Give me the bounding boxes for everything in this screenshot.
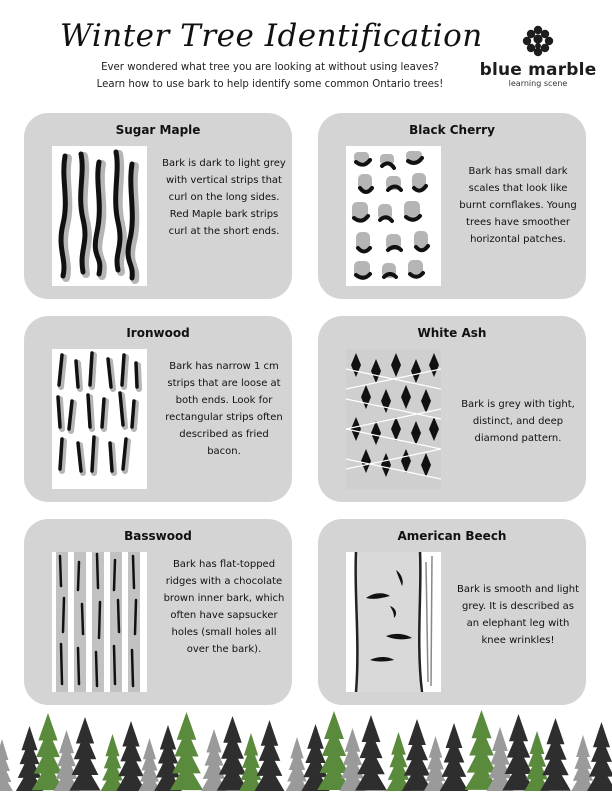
subtitle-line-2: Learn how to use bark to help identify some common Ontario trees!	[96, 79, 444, 90]
pine-tree	[424, 736, 447, 791]
card-description: Bark is smooth and light grey. It is described as an elephant leg with knee wrinkles!	[456, 584, 580, 646]
ironwood-bark-icon	[52, 349, 147, 489]
card-title: American Beech	[397, 529, 507, 543]
card-basswood	[24, 519, 292, 705]
card-description: Bark has small dark scales that look like burnt cornflakes. Young trees have smoother horizontal patches.	[459, 166, 577, 245]
page-title: Winter Tree Identification	[60, 18, 483, 54]
pine-tree	[355, 715, 387, 790]
pine-tree	[138, 738, 160, 791]
tree-cluster-icon	[521, 24, 555, 58]
pine-tree	[170, 712, 203, 790]
pine-tree	[69, 717, 100, 791]
american-beech-bark-icon	[346, 552, 441, 692]
forest-footer-illustration	[0, 700, 612, 791]
card-title: Basswood	[124, 529, 192, 543]
white-ash-bark-icon	[346, 349, 441, 489]
card-title: White Ash	[417, 326, 487, 340]
brand-logo	[478, 24, 598, 88]
card-description: Bark is dark to light grey with vertical strips that curl on the long sides. Red Maple bark strips curl at the short ends.	[162, 158, 286, 237]
logo-name: blue marble	[479, 60, 597, 80]
card-title: Black Cherry	[409, 123, 495, 137]
card-white-ash	[318, 316, 586, 502]
pine-tree	[255, 720, 285, 791]
pine-trees-icon	[0, 700, 612, 791]
pine-tree	[571, 735, 595, 791]
card-title: Ironwood	[126, 326, 190, 340]
card-sugar-maple	[24, 113, 292, 299]
basswood-bark-icon	[52, 552, 147, 692]
sugar-maple-bark-icon	[52, 146, 147, 286]
subtitle-line-1: Ever wondered what tree you are looking at without using leaves?	[101, 62, 439, 73]
page-subtitle	[60, 59, 480, 93]
card-american-beech	[318, 519, 586, 705]
pine-tree	[0, 739, 13, 791]
card-description: Bark has flat-topped ridges with a chocolate brown inner bark, which often have sapsucker holes (small holes all over the bark).	[163, 559, 285, 655]
pine-tree	[286, 737, 309, 791]
pine-tree	[540, 718, 571, 791]
card-description: Bark has narrow 1 cm strips that are loose at both ends. Look for rectangular strips often described as fried bacon.	[165, 361, 283, 457]
card-title: Sugar Maple	[115, 123, 201, 137]
card-ironwood	[24, 316, 292, 502]
card-description: Bark is grey with tight, distinct, and deep diamond pattern.	[461, 399, 575, 444]
card-black-cherry	[318, 113, 586, 299]
pine-tree	[101, 734, 125, 791]
black-cherry-bark-icon	[346, 146, 441, 286]
logo-tagline: learning scene	[508, 79, 568, 88]
